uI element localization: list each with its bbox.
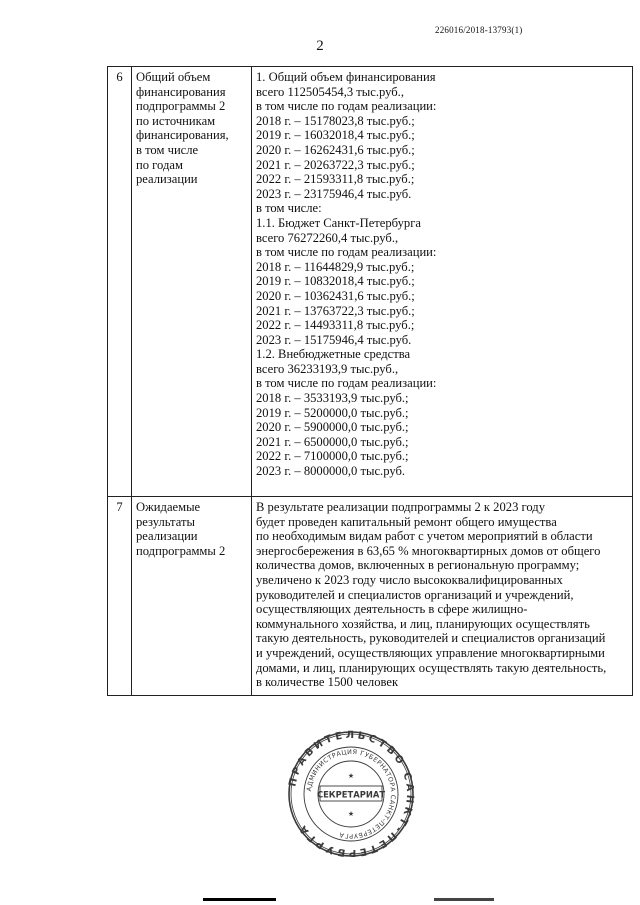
row-value-line: такую деятельность, руководителей и специалистов организаций bbox=[256, 631, 606, 646]
row-value-line: в том числе по годам реализации: bbox=[256, 245, 437, 260]
official-seal bbox=[287, 730, 415, 858]
row-number: 6 bbox=[108, 67, 132, 497]
seal-star-icon: ★ bbox=[347, 772, 355, 780]
row-name-line: Общий объем bbox=[136, 70, 211, 84]
seal-outer-text: ПРАВИТЕЛЬСТВО САНКТ-ПЕТЕРБУРГА bbox=[287, 730, 415, 858]
row-value-line: 2023 г. – 23175946,4 тыс.руб. bbox=[256, 186, 412, 201]
row-name-line: подпрограммы 2 bbox=[136, 99, 226, 114]
row-value-line: в том числе по годам реализации: bbox=[256, 99, 437, 114]
row-name-line: финансирования bbox=[136, 84, 226, 99]
row-value-line: увеличено к 2023 году число высококвалифицированных bbox=[256, 572, 563, 587]
row-value-line: 1.2. Внебюджетные средства bbox=[256, 347, 411, 362]
row-name-line: в том числе bbox=[136, 142, 199, 157]
row-value-line: домами, и лиц, планирующих осуществлять такую деятельность, bbox=[256, 660, 607, 675]
row-value-line: всего 36233193,9 тыс.руб., bbox=[256, 361, 399, 376]
row-value-line: 2021 г. – 13763722,3 тыс.руб.; bbox=[256, 303, 415, 318]
row-value-line: в том числе по годам реализации: bbox=[256, 376, 437, 391]
row-value-line: 2018 г. – 3533193,9 тыс.руб.; bbox=[256, 391, 409, 406]
row-name-line: реализации bbox=[136, 172, 198, 187]
row-name-line: Ожидаемые bbox=[136, 500, 201, 514]
row-name-line: реализации bbox=[136, 529, 198, 544]
row-value-line: 2020 г. – 16262431,6 тыс.руб.; bbox=[256, 142, 415, 157]
row-value-line: осуществляющих деятельность в сфере жилищно- bbox=[256, 602, 528, 617]
row-value-line: по необходимым видам работ с учетом мероприятий в области bbox=[256, 529, 593, 544]
row-number: 7 bbox=[108, 497, 132, 696]
table-row bbox=[108, 67, 633, 497]
row-value-line: 2019 г. – 16032018,4 тыс.руб.; bbox=[256, 128, 415, 143]
bottom-rule bbox=[203, 898, 276, 901]
row-name-cell bbox=[132, 67, 252, 497]
row-value-cell bbox=[252, 67, 633, 497]
passport-table bbox=[107, 66, 633, 696]
row-value-line: 2021 г. – 20263722,3 тыс.руб.; bbox=[256, 157, 415, 172]
document-id: 226016/2018-13793(1) bbox=[435, 25, 523, 35]
row-value-line: 2020 г. – 5900000,0 тыс.руб.; bbox=[256, 420, 409, 435]
row-value-line: 2018 г. – 15178023,8 тыс.руб.; bbox=[256, 113, 415, 128]
row-value-line: 2023 г. – 8000000,0 тыс.руб. bbox=[256, 464, 406, 479]
seal-star-icon: ★ bbox=[347, 810, 355, 818]
row-value-line: количества домов, включенных в региональную программу; bbox=[256, 558, 580, 573]
row-value-line: 2018 г. – 11644829,9 тыс.руб.; bbox=[256, 259, 415, 274]
row-value-line: 2021 г. – 6500000,0 тыс.руб.; bbox=[256, 434, 409, 449]
row-value-line: 2022 г. – 14493311,8 тыс.руб.; bbox=[256, 318, 415, 333]
row-value-line: 2022 г. – 21593311,8 тыс.руб.; bbox=[256, 172, 415, 187]
row-value-line: 1.1. Бюджет Санкт-Петербурга bbox=[256, 215, 421, 230]
row-value-line: будет проведен капитальный ремонт общего имущества bbox=[256, 514, 557, 529]
seal-middle-text: АДМИНИСТРАЦИЯ ГУБЕРНАТОРА САНКТ-ПЕТЕРБУРГА bbox=[305, 747, 398, 841]
row-value-cell bbox=[252, 497, 633, 696]
row-name-line: по годам bbox=[136, 157, 183, 172]
row-name-line: подпрограммы 2 bbox=[136, 543, 226, 558]
row-value-line: энергосбережения в 63,65 % многоквартирных домов от общего bbox=[256, 543, 601, 558]
bottom-rule bbox=[434, 898, 494, 901]
row-value-line: 2022 г. – 7100000,0 тыс.руб.; bbox=[256, 449, 409, 464]
row-value-line: в количестве 1500 человек bbox=[256, 675, 399, 690]
row-value-line: в том числе: bbox=[256, 201, 322, 216]
row-value-line: 2019 г. – 5200000,0 тыс.руб.; bbox=[256, 405, 409, 420]
row-value-line: всего 76272260,4 тыс.руб., bbox=[256, 230, 399, 245]
table-row bbox=[108, 497, 633, 696]
row-value-line: 2023 г. – 15175946,4 тыс.руб. bbox=[256, 332, 412, 347]
row-value-line: всего 112505454,3 тыс.руб., bbox=[256, 84, 404, 99]
row-name-cell bbox=[132, 497, 252, 696]
row-name-line: результаты bbox=[136, 514, 195, 529]
page-number: 2 bbox=[316, 38, 324, 54]
row-value-line: 2020 г. – 10362431,6 тыс.руб.; bbox=[256, 288, 415, 303]
row-name-line: по источникам bbox=[136, 113, 216, 128]
row-value-line: и учреждений, осуществляющих управление многоквартирными bbox=[256, 645, 605, 660]
row-name-line: финансирования, bbox=[136, 128, 229, 143]
row-value-line: руководителей и специалистов организаций и учреждений, bbox=[256, 587, 574, 602]
row-value-line: В результате реализации подпрограммы 2 к 2023 году bbox=[256, 500, 546, 514]
seal-center-text: СЕКРЕТАРИАТ bbox=[316, 789, 386, 800]
row-value-line: 1. Общий объем финансирования bbox=[256, 70, 436, 84]
row-value-line: коммунального хозяйства, и лиц, планирующих осуществлять bbox=[256, 616, 590, 631]
row-value-line: 2019 г. – 10832018,4 тыс.руб.; bbox=[256, 274, 415, 289]
